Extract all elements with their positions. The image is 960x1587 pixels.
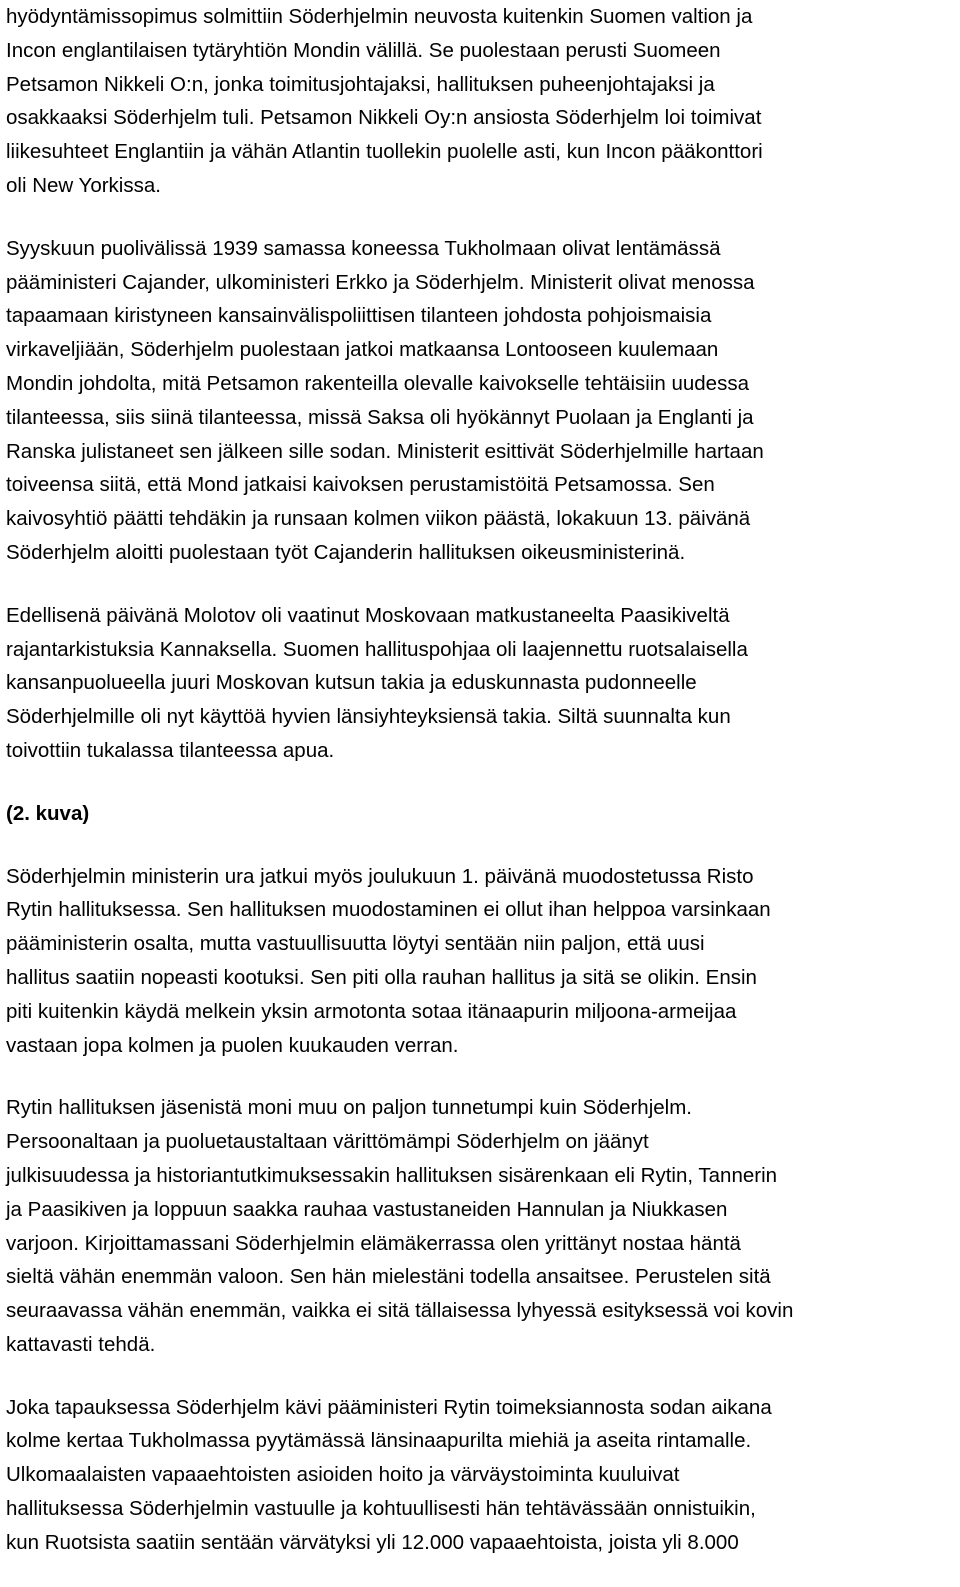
- text-line: hyödyntämissopimus solmittiin Söderhjelmin neuvosta kuitenkin Suomen valtion ja: [6, 5, 753, 28]
- text-line: Söderhjelmille oli nyt käyttöä hyvien länsiyhteyksiensä takia. Siltä suunnalta kun: [6, 705, 731, 729]
- text-line: Rytin hallituksen jäsenistä moni muu on paljon tunnetumpi kuin Söderhjelm.: [6, 1096, 692, 1120]
- text-line: Persoonaltaan ja puoluetaustaltaan värittömämpi Söderhjelm on jäänyt: [6, 1130, 649, 1154]
- text-line: Mondin johdolta, mitä Petsamon rakenteilla olevalle kaivokselle tehtäisiin uudessa: [6, 371, 749, 395]
- text-line: kaivosyhtiö päätti tehdäkin ja runsaan kolmen viikon päästä, lokakuun 13. päivänä: [6, 507, 751, 531]
- text-line: Petsamon Nikkeli O:n, jonka toimitusjohtajaksi, hallituksen puheenjohtajaksi ja: [6, 72, 715, 96]
- text-line: pääministeri Cajander, ulkoministeri Erkko ja Söderhjelm. Ministerit olivat menossa: [6, 270, 755, 294]
- text-line: liikesuhteet Englantiin ja vähän Atlantin tuollekin puolelle asti, kun Incon pääkonttori: [6, 140, 763, 164]
- heading-line: (2. kuva): [6, 801, 90, 825]
- text-line: osakkaaksi Söderhjelm tuli. Petsamon Nikkeli Oy:n ansiosta Söderhjelm loi toimivat: [6, 106, 762, 130]
- text-line: varjoon. Kirjoittamassani Söderhjelmin elämäkerrassa olen yrittänyt nostaa häntä: [6, 1231, 741, 1255]
- paragraph: [6, 1391, 954, 1560]
- text-line: julkisuudessa ja historiantutkimuksessakin hallituksen sisärenkaan eli Rytin, Tannerin: [6, 1163, 778, 1187]
- text-line: Söderhjelm aloitti puolestaan työt Cajanderin hallituksen oikeusministerinä.: [6, 540, 686, 564]
- text-line: vastaan jopa kolmen ja puolen kuukauden verran.: [6, 1033, 459, 1057]
- paragraph: [6, 599, 954, 768]
- text-line: ja Paasikiven ja loppuun saakka rauhaa vastustaneiden Hannulan ja Niukkasen: [6, 1197, 728, 1221]
- text-line: Syyskuun puolivälissä 1939 samassa koneessa Tukholmaan olivat lentämässä: [6, 236, 721, 260]
- text-line: hallitus saatiin nopeasti kootuksi. Sen piti olla rauhan hallitus ja sitä se olikin. Ensin: [6, 965, 757, 989]
- text-line: Edellisenä päivänä Molotov oli vaatinut Moskovaan matkustaneelta Paasikiveltä: [6, 603, 730, 627]
- text-line: pääministerin osalta, mutta vastuullisuutta löytyi sentään niin paljon, että uusi: [6, 932, 705, 956]
- text-line: Rytin hallituksessa. Sen hallituksen muodostaminen ei ollut ihan helppoa varsinkaan: [6, 898, 771, 922]
- text-line: virkaveljiään, Söderhjelm puolestaan jatkoi matkaansa Lontooseen kuulemaan: [6, 338, 719, 362]
- text-line: Ulkomaalaisten vapaaehtoisten asioiden hoito ja värväystoiminta kuuluivat: [6, 1463, 680, 1487]
- text-line: tapaamaan kiristyneen kansainvälispoliittisen tilanteen johdosta pohjoismaisia: [6, 304, 712, 328]
- text-line: toiveensa siitä, että Mond jatkaisi kaivoksen perustamistöitä Petsamossa. Sen: [6, 473, 715, 497]
- text-line: sieltä vähän enemmän valoon. Sen hän mielestäni todella ansaitsee. Perustelen sitä: [6, 1265, 771, 1289]
- section-heading: [6, 797, 954, 831]
- paragraph: [6, 232, 954, 570]
- text-line: hallituksessa Söderhjelmin vastuulle ja kohtuullisesti hän tehtävässään onnistuikin,: [6, 1497, 756, 1521]
- text-line: rajantarkistuksia Kannaksella. Suomen hallituspohjaa oli laajennettu ruotsalaisella: [6, 637, 748, 661]
- text-line: Joka tapauksessa Söderhjelm kävi pääministeri Rytin toimeksiannosta sodan aikana: [6, 1395, 772, 1419]
- text-line: kolme kertaa Tukholmassa pyytämässä länsinaapurilta miehiä ja aseita rintamalle.: [6, 1429, 752, 1453]
- text-line: Incon englantilaisen tytäryhtiön Mondin välillä. Se puolestaan perusti Suomeen: [6, 38, 721, 62]
- text-line: kansanpuolueella juuri Moskovan kutsun takia ja eduskunnasta pudonneelle: [6, 671, 697, 695]
- text-line: Ranska julistaneet sen jälkeen sille sodan. Ministerit esittivät Söderhjelmille hartaan: [6, 439, 764, 463]
- text-line: toivottiin tukalassa tilanteessa apua.: [6, 738, 335, 762]
- text-line: tilanteessa, siis siinä tilanteessa, missä Saksa oli hyökännyt Puolaan ja Englanti ja: [6, 405, 754, 429]
- text-line: piti kuitenkin käydä melkein yksin armotonta sotaa itänaapurin miljoona-armeijaa: [6, 999, 737, 1023]
- text-line: oli New Yorkissa.: [6, 173, 161, 197]
- document-page: [6, 0, 954, 1560]
- paragraph: [6, 0, 954, 203]
- text-line: kattavasti tehdä.: [6, 1332, 156, 1356]
- text-line: kun Ruotsista saatiin sentään värvätyksi yli 12.000 vapaaehtoista, joista yli 8.000: [6, 1530, 739, 1554]
- paragraph: [6, 1091, 954, 1361]
- paragraph: [6, 860, 954, 1063]
- text-line: Söderhjelmin ministerin ura jatkui myös joulukuun 1. päivänä muodostetussa Risto: [6, 864, 754, 888]
- text-line: seuraavassa vähän enemmän, vaikka ei sitä tällaisessa lyhyessä esityksessä voi kovin: [6, 1299, 794, 1323]
